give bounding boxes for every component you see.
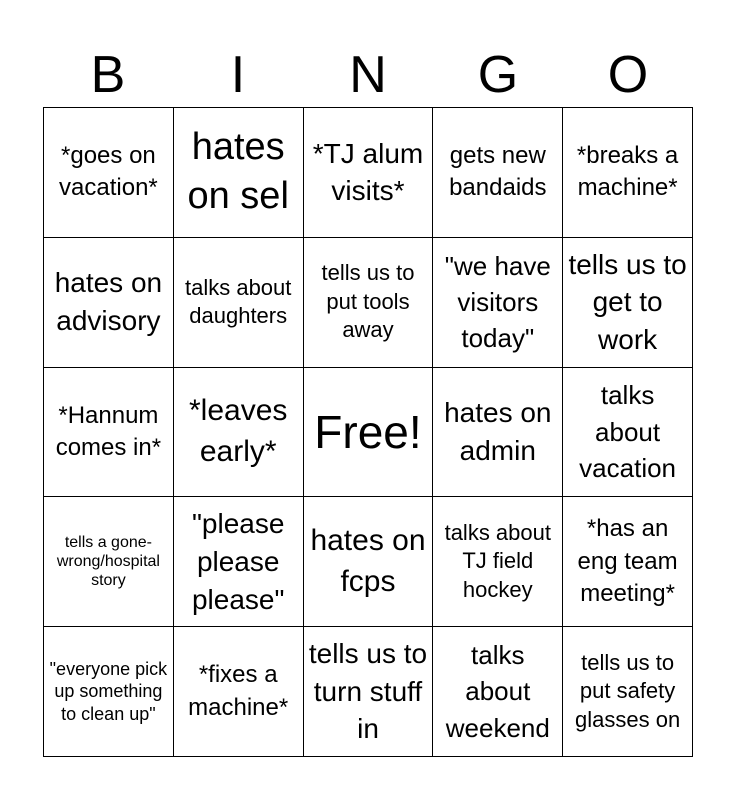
cell-text: *has an eng team meeting* [577,515,678,607]
bingo-cell[interactable] [563,368,693,498]
cell-text: *fixes a machine* [188,661,289,721]
bingo-cell[interactable] [44,497,174,627]
cell-text: tells us to turn stuff in [308,637,428,745]
bingo-cell[interactable] [174,627,304,757]
bingo-cell[interactable] [304,497,434,627]
cell-text: talks about daughters [184,274,292,329]
cell-text: Free! [314,405,422,458]
bingo-cell[interactable] [174,238,304,368]
cell-text: talks about vacation [579,380,677,484]
bingo-header [43,44,693,106]
bingo-cell[interactable] [563,108,693,238]
cell-text: tells us to put safety glasses on [575,649,681,732]
cell-text: *goes on vacation* [59,142,158,202]
bingo-cell[interactable] [174,368,304,498]
bingo-cell[interactable] [563,238,693,368]
cell-text: *breaks a machine* [576,142,679,202]
header-letter-b: B [90,46,126,104]
bingo-cell[interactable] [433,368,563,498]
cell-text: *TJ alum visits* [312,137,424,207]
bingo-cell[interactable] [563,497,693,627]
bingo-cell[interactable] [44,238,174,368]
bingo-cell[interactable] [563,627,693,757]
header-letter-i: I [230,46,246,104]
header-letter-o: O [607,46,649,104]
bingo-cell[interactable] [433,627,563,757]
bingo-cell[interactable] [304,238,434,368]
cell-text: *Hannum comes in* [55,401,162,461]
cell-text: tells us to put tools away [321,260,415,343]
bingo-cell[interactable] [174,108,304,238]
bingo-cell[interactable] [174,497,304,627]
cell-text: talks about TJ field hockey [444,519,551,603]
cell-text: gets new bandaids [449,142,547,202]
bingo-grid [43,107,693,757]
bingo-cell[interactable] [44,108,174,238]
bingo-cell-free[interactable] [304,368,434,498]
header-letter-n: N [349,46,387,104]
cell-text: tells us to get to work [568,248,687,356]
bingo-cell[interactable] [44,627,174,757]
bingo-cell[interactable] [433,497,563,627]
bingo-cell[interactable] [433,238,563,368]
cell-text: "we have visitors today" [444,250,551,354]
cell-text: hates on advisory [54,267,163,337]
cell-text: tells a gone-wrong/hospital story [56,534,160,590]
cell-text: talks about weekend [445,640,550,743]
cell-text: "everyone pick up something to clean up" [49,658,168,724]
cell-text: "please please please" [191,508,285,615]
bingo-cell[interactable] [433,108,563,238]
cell-text: hates on sel [187,126,289,218]
cell-text: *leaves early* [188,394,288,468]
bingo-cell[interactable] [44,368,174,498]
bingo-cell[interactable] [304,627,434,757]
cell-text: hates on fcps [310,524,426,598]
cell-text: hates on admin [444,397,552,466]
header-letter-g: G [477,46,519,104]
bingo-cell[interactable] [304,108,434,238]
